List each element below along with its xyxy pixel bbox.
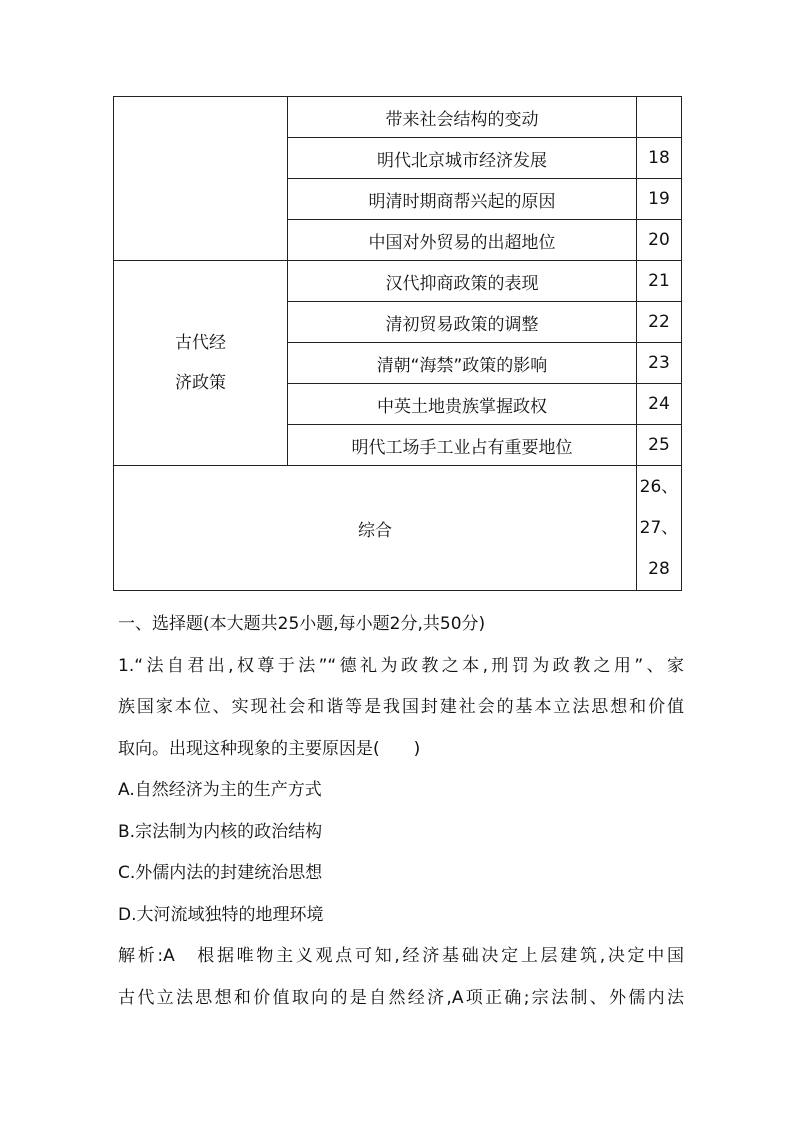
- question-number-cell: 23: [637, 343, 682, 384]
- topic-cell: 明清时期商帮兴起的原因: [288, 179, 637, 220]
- question-number-cell: 25: [637, 425, 682, 466]
- question-number-cell: 19: [637, 179, 682, 220]
- category-cell: [114, 261, 288, 466]
- category-line: 济政策: [175, 373, 226, 393]
- question-number-cell: 21: [637, 261, 682, 302]
- question-stem-line: 1.“法自君出,权尊于法”“德礼为政教之本,刑罚为政教之用”、家: [118, 655, 684, 676]
- topic-table: [113, 96, 682, 591]
- question-number-cell: 22: [637, 302, 682, 343]
- topic-cell: 中国对外贸易的出超地位: [288, 220, 637, 261]
- section-heading: 一、选择题(本大题共25小题,每小题2分,共50分): [118, 614, 486, 634]
- topic-cell: 带来社会结构的变动: [288, 97, 637, 138]
- option-d: D.大河流域独特的地理环境: [118, 904, 324, 925]
- topic-cell: 清初贸易政策的调整: [288, 302, 637, 343]
- question-section: [118, 604, 684, 1019]
- summary-number: 27、: [639, 517, 679, 538]
- topic-cell: 清朝“海禁”政策的影响: [288, 343, 637, 384]
- summary-number: 26、: [639, 476, 679, 497]
- topic-cell: 中英土地贵族掌握政权: [288, 384, 637, 425]
- question-number-cell: [637, 97, 682, 138]
- question-number-cell: 20: [637, 220, 682, 261]
- option-b: B.宗法制为内核的政治结构: [118, 821, 323, 842]
- analysis-line: 古代立法思想和价值取向的是自然经济,A项正确;宗法制、外儒内法: [118, 987, 684, 1008]
- summary-label-cell: 综合: [114, 466, 637, 591]
- question-number-cell: 24: [637, 384, 682, 425]
- table-row: [114, 261, 682, 302]
- question-stem-line: 族国家本位、实现社会和谐等是我国封建社会的基本立法思想和价值: [118, 697, 684, 717]
- summary-number: 28: [648, 558, 670, 579]
- analysis-line: 解析:A 根据唯物主义观点可知,经济基础决定上层建筑,决定中国: [118, 946, 684, 966]
- option-c: C.外儒内法的封建统治思想: [118, 863, 323, 883]
- category-line: 古代经: [175, 333, 226, 353]
- category-cell-continued: [114, 97, 288, 261]
- topic-cell: 明代北京城市经济发展: [288, 138, 637, 179]
- summary-number-cell: [637, 466, 682, 591]
- table-row: [114, 97, 682, 138]
- summary-row: [114, 466, 682, 591]
- question-number-cell: 18: [637, 138, 682, 179]
- topic-cell: 明代工场手工业占有重要地位: [288, 425, 637, 466]
- option-a: A.自然经济为主的生产方式: [118, 780, 322, 800]
- topic-cell: 汉代抑商政策的表现: [288, 261, 637, 302]
- question-stem-line: 取向。出现这种现象的主要原因是( ): [118, 738, 421, 759]
